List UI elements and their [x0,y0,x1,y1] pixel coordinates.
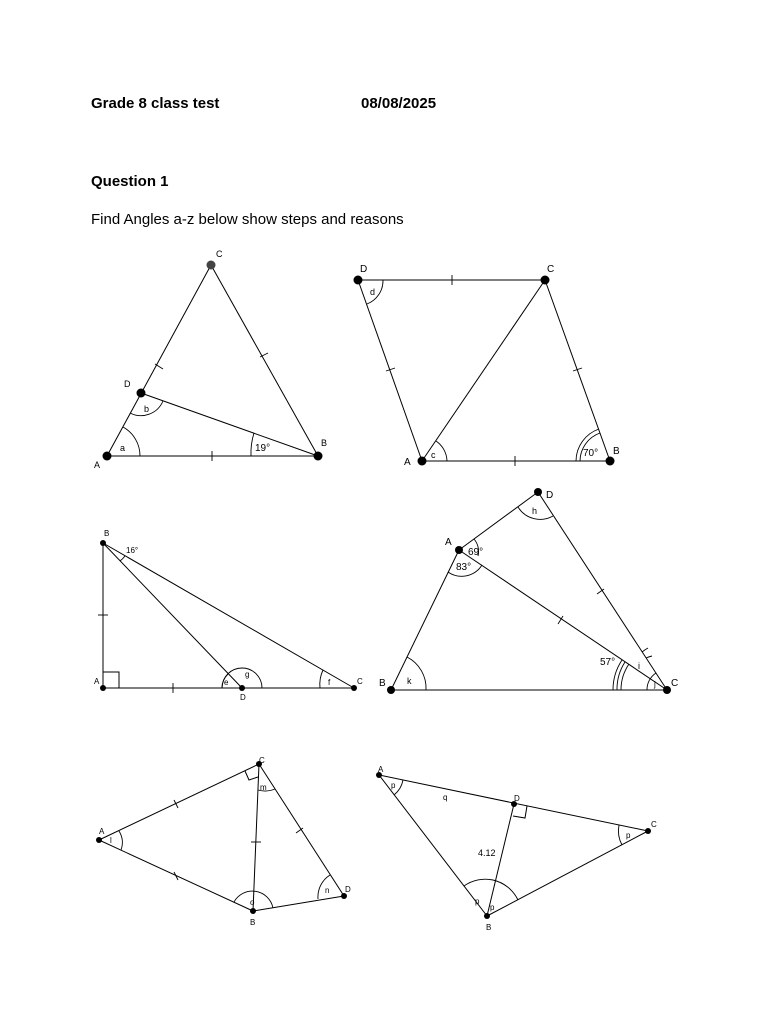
figure-2 [354,264,621,468]
fig2-vertex-c: C [547,264,555,275]
question-heading: Question 1 [91,173,169,190]
fig1-vertex-d: D [124,379,131,389]
fig5-vertex-b: B [250,918,256,927]
fig3-angle-g: g [245,670,250,679]
question-instruction: Find Angles a-z below show steps and reasons [91,211,404,228]
figure-6 [376,765,657,932]
fig6-vertex-a: A [378,765,384,774]
fig3-vertex-a: A [94,677,100,686]
fig5-angle-m: m [260,783,267,792]
fig6-vertex-b: B [486,923,492,932]
fig4-given-angle-69: 69° [468,547,484,558]
fig6-length-bd: 4.12 [478,848,496,858]
fig1-vertex-a: A [94,460,101,470]
fig6-angle-p-at-c: p [626,831,631,840]
fig3-angle-e: e [224,678,229,687]
figure-4 [379,488,678,694]
fig1-given-angle: 19° [255,443,271,454]
figure-1 [94,249,327,470]
fig3-given-angle: 16° [126,546,139,555]
fig4-given-angle-83: 83° [456,562,472,573]
fig4-angle-j: j [654,680,656,689]
fig3-vertex-d: D [240,693,246,702]
fig4-vertex-a: A [445,537,452,548]
fig3-vertex-c: C [357,677,363,686]
fig2-angle-c: c [431,450,436,460]
fig6-angle-q: q [443,793,448,802]
fig5-vertex-c: C [259,756,265,765]
figure-5 [96,756,351,927]
fig1-vertex-b: B [321,438,328,448]
fig4-vertex-b: B [379,678,386,689]
fig6-vertex-c: C [651,820,657,829]
fig2-vertex-b: B [613,446,620,457]
fig5-angle-n: n [325,886,330,895]
fig3-angle-f: f [328,678,331,687]
fig3-vertex-b: B [104,529,110,538]
fig2-vertex-d: D [360,264,368,275]
fig4-angle-k: k [407,676,412,686]
fig5-vertex-d: D [345,885,351,894]
fig4-angle-h: h [532,506,538,516]
figure-3 [94,529,363,702]
fig4-given-angle-57: 57° [600,657,616,668]
fig2-given-angle: 70° [583,448,599,459]
fig5-angle-l: l [110,836,112,845]
fig6-vertex-d: D [514,794,520,803]
test-title: Grade 8 class test [91,95,220,112]
fig6-angle-p-at-a: p [391,781,396,790]
fig6-angle-p-at-b-left: p [475,897,480,906]
fig5-vertex-a: A [99,827,105,836]
fig4-angle-i: i [638,661,640,671]
fig4-vertex-d: D [546,490,554,501]
fig6-angle-p-at-b-right: p [490,903,495,912]
test-date: 08/08/2025 [361,95,437,112]
fig2-angle-d: d [370,287,376,297]
fig1-angle-b: b [144,404,150,414]
fig4-vertex-c: C [671,678,679,689]
fig1-angle-a: a [120,443,126,453]
fig2-vertex-a: A [404,457,411,468]
fig1-vertex-c: C [216,249,223,259]
fig5-angle-o: o [250,898,255,907]
